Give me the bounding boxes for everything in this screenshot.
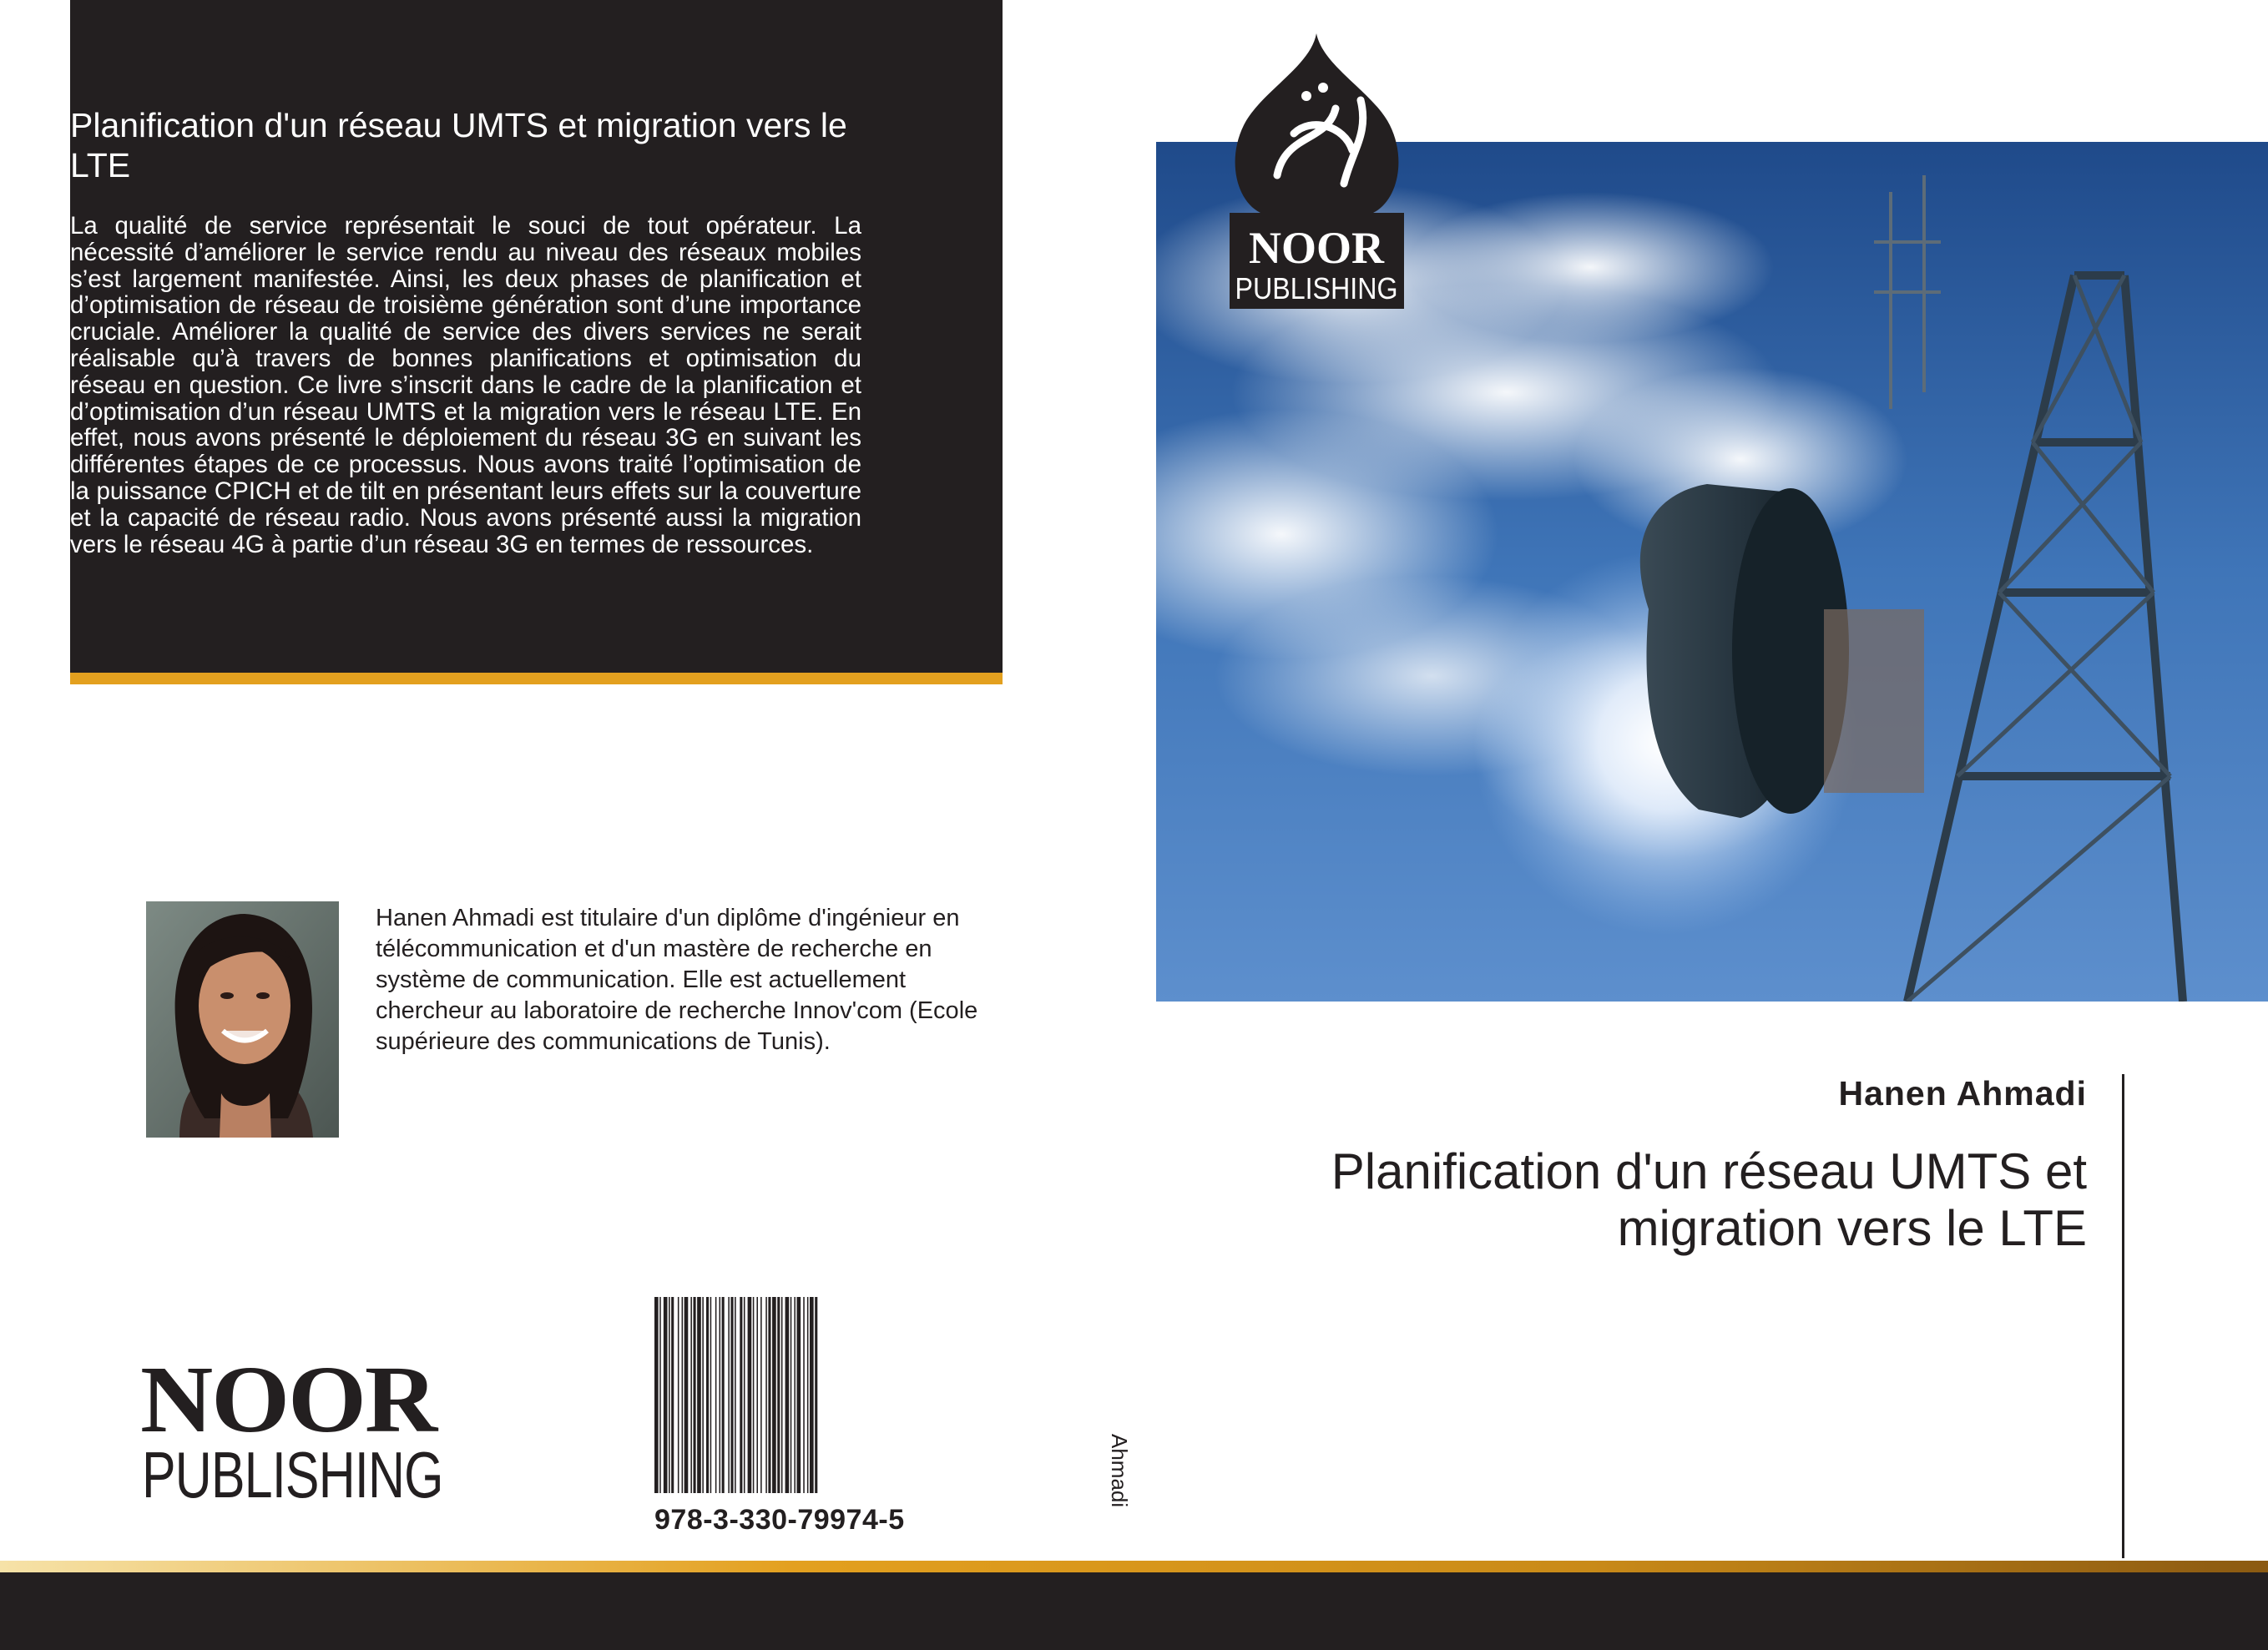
barcode-bar [810,1297,814,1493]
barcode-bar [669,1297,670,1493]
barcode-bar [682,1297,684,1493]
barcode-bar [781,1297,783,1493]
isbn-number: 978-3-330-79974-5 [654,1504,905,1536]
barcode-bar [690,1297,692,1493]
barcode-bar [728,1297,730,1493]
barcode-bar [710,1297,712,1493]
barcode-bar [671,1297,674,1493]
barcode-bar [791,1297,792,1493]
barcode-bar [765,1297,767,1493]
isbn-barcode [654,1297,965,1493]
barcode-bar [785,1297,790,1493]
gold-stripe [0,1561,2268,1572]
barcode-bar [807,1297,809,1493]
back-cover-blurb: La qualité de service représentait le souci de tout opérateur. La nécessité d’améliorer le service rendu au niveau des réseaux mobiles s’est largement manifestée. Ainsi, les deux phases de planification et d’optimisation de réseau de troisième génération sont d’une importance cruciale. Améliorer la qualité de service des divers services ne serait réalisable qu’à travers de bonnes planifications et optimisation du réseau en question. Ce livre s’inscrit dans le cadre de la planification et d’optimisation d’un réseau UMTS et la migration vers le réseau LTE. En effet, nous avons présenté le déploiement du réseau 3G en suivant les différentes étapes de ce processus. Nous avons traité l’optimisation de la puissance CPICH et de tilt en présentant leurs effets sur la couverture et la capacité de réseau radio. Nous avons présenté aussi la migration vers le réseau 4G à partie d’un réseau 3G en termes de ressources. [70,212,861,558]
barcode-bar [697,1297,701,1493]
barcode-bar [772,1297,776,1493]
barcode-bar [768,1297,770,1493]
barcode-bar [722,1297,725,1493]
publisher-logo-back [140,1346,466,1511]
barcode-bar [694,1297,696,1493]
barcode-bar [797,1297,801,1493]
front-cover-title: Planification d'un réseau UMTS et migration vers le LTE [1331,1143,2087,1256]
front-cover-author: Hanen Ahmadi [1838,1074,2087,1113]
barcode-bar [654,1297,659,1493]
barcode-bar [748,1297,752,1493]
front-logo-noor-text: NOOR [1249,223,1384,273]
barcode-bar [744,1297,745,1493]
barcode-bar [678,1297,679,1493]
barcode-bar [760,1297,762,1493]
logo-noor-text: NOOR [140,1346,437,1452]
front-logo-publishing-text: PUBLISHING [1235,271,1398,305]
barcode-bar [756,1297,758,1493]
author-biography: Hanen Ahmadi est titulaire d'un diplôme d'ingénieur en télécommunication et d'un mastère de recherche en système de communication. Elle est actuellement chercheur au laboratoire de recherche Innov'com (Ecole supérieure des communications de Tunis). [376,905,978,1055]
back-cover-title: Planification d'un réseau UMTS et migration vers le LTE [70,106,847,184]
logo-publishing-text: PUBLISHING [142,1438,443,1511]
barcode-bar [803,1297,805,1493]
spine-author: Ahmadi [1107,1434,1132,1508]
barcode-bar [720,1297,721,1493]
barcode-bar [735,1297,736,1493]
noor-publishing-emblem [1227,33,1407,309]
barcode-bar [659,1297,661,1493]
author-portrait-image [146,901,339,1138]
barcode-bar [815,1297,817,1493]
barcode-bar [706,1297,709,1493]
barcode-bar [753,1297,755,1493]
barcode-bar [715,1297,717,1493]
barcode-bar [740,1297,742,1493]
barcode-bar [664,1297,668,1493]
bottom-dark-band [0,1572,2268,1650]
barcode-bar [730,1297,733,1493]
barcode-bar [794,1297,796,1493]
barcode-bar [702,1297,704,1493]
barcode-bar [684,1297,689,1493]
barcode-bar [777,1297,780,1493]
author-photo [146,901,339,1138]
publisher-logo-front [1227,33,1407,309]
front-cover-divider [2122,1074,2124,1558]
